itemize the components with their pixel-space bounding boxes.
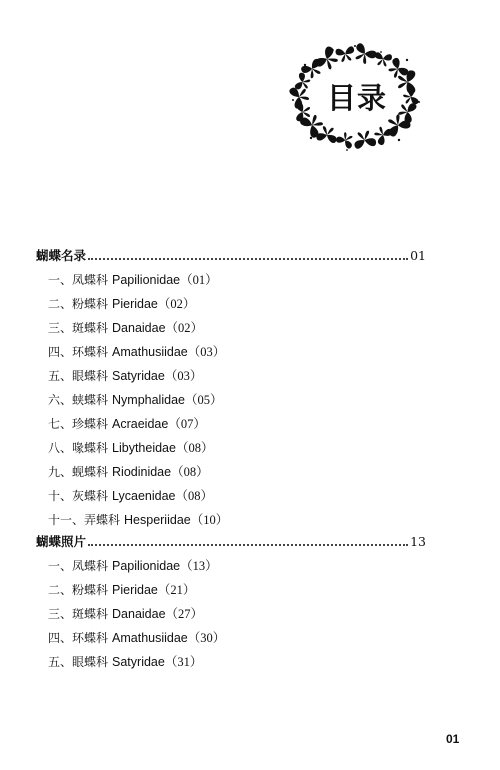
entry-number: 十、 [48,489,73,503]
entry-chinese-name: 喙蝶科 [72,441,109,455]
toc-entry[interactable] [48,295,195,313]
entry-chinese-name: 蛱蝶科 [72,393,109,407]
entry-latin-name: Satyridae [112,655,165,669]
entry-latin-name: Amathusiidae [112,631,188,645]
entry-page: （03） [164,369,203,383]
toc-entry[interactable] [48,487,213,505]
entry-latin-name: Papilionidae [112,273,181,287]
section-page: 01 [410,248,426,263]
entry-page: （13） [180,559,218,573]
toc-entry[interactable] [48,463,209,481]
entry-latin-name: Satyridae [112,369,165,383]
entry-number: 七、 [48,417,73,431]
entry-number: 八、 [48,441,73,455]
toc-entry[interactable] [48,271,218,289]
toc-entry[interactable] [48,415,206,433]
entry-latin-name: Pieridae [112,583,158,597]
entry-page: （10） [190,513,229,527]
dot-leader [88,257,408,260]
entry-page: （08） [175,489,214,503]
entry-chinese-name: 斑蝶科 [72,321,109,335]
entry-latin-name: Hesperiidae [124,513,191,527]
entry-latin-name: Papilionidae [112,559,181,573]
toc-entry[interactable] [48,581,195,599]
entry-number: 二、 [48,583,73,597]
entry-chinese-name: 蚬蝶科 [72,465,109,479]
toc-entry[interactable] [48,439,213,457]
entry-number: 九、 [48,465,73,479]
entry-latin-name: Danaidae [112,607,166,621]
entry-chinese-name: 凤蝶科 [72,273,109,287]
entry-latin-name: Acraeidae [112,417,169,431]
toc-section-directory[interactable] [36,247,426,265]
entry-page: （07） [168,417,206,431]
page-title: 目录 [327,81,388,115]
toc-entry[interactable] [48,557,218,575]
entry-page: （05） [184,393,223,407]
entry-chinese-name: 粉蝶科 [72,583,109,597]
entry-latin-name: Danaidae [112,321,166,335]
toc-entry[interactable] [48,343,225,361]
toc-entry[interactable] [48,653,202,671]
entry-number: 一、 [48,559,73,573]
entry-number: 十一、 [48,513,85,527]
entry-chinese-name: 凤蝶科 [72,559,109,573]
entry-chinese-name: 斑蝶科 [72,607,109,621]
page-number: 01 [446,732,460,746]
entry-number: 三、 [48,607,73,621]
toc-entry[interactable] [48,605,203,623]
entry-chinese-name: 珍蝶科 [72,417,109,431]
entry-page: （02） [165,321,204,335]
entry-number: 三、 [48,321,73,335]
entry-chinese-name: 环蝶科 [72,345,109,359]
entry-number: 五、 [48,369,73,383]
entry-number: 六、 [48,393,73,407]
entry-page: （02） [157,297,196,311]
entry-chinese-name: 眼蝶科 [72,369,109,383]
entry-number: 四、 [48,345,73,359]
entry-page: （30） [187,631,226,645]
section-page: 13 [410,534,426,549]
entry-number: 四、 [48,631,73,645]
entry-latin-name: Pieridae [112,297,158,311]
entry-chinese-name: 弄蝶科 [84,513,121,527]
dot-leader [88,543,408,546]
entry-number: 二、 [48,297,73,311]
entry-chinese-name: 眼蝶科 [72,655,109,669]
toc-entry[interactable] [48,319,203,337]
section-title: 蝴蝶名录 [36,248,87,263]
entry-chinese-name: 灰蝶科 [72,489,109,503]
entry-page: （27） [165,607,204,621]
entry-page: （08） [175,441,214,455]
toc-entry[interactable] [48,511,228,529]
entry-page: （03） [187,345,226,359]
entry-number: 五、 [48,655,73,669]
toc-entry[interactable] [48,629,225,647]
toc-entry[interactable] [48,391,223,409]
section-title: 蝴蝶照片 [36,534,87,549]
entry-page: （21） [157,583,196,597]
entry-page: （08） [171,465,209,479]
entry-latin-name: Nymphalidae [112,393,185,407]
entry-page: （01） [180,273,218,287]
entry-latin-name: Lycaenidae [112,489,176,503]
entry-latin-name: Riodinidae [112,465,172,479]
entry-chinese-name: 粉蝶科 [72,297,109,311]
entry-latin-name: Amathusiidae [112,345,188,359]
entry-chinese-name: 环蝶科 [72,631,109,645]
entry-number: 一、 [48,273,73,287]
toc-entry[interactable] [48,367,202,385]
toc-section-photos[interactable] [36,533,426,551]
entry-latin-name: Libytheidae [112,441,176,455]
entry-page: （31） [164,655,203,669]
